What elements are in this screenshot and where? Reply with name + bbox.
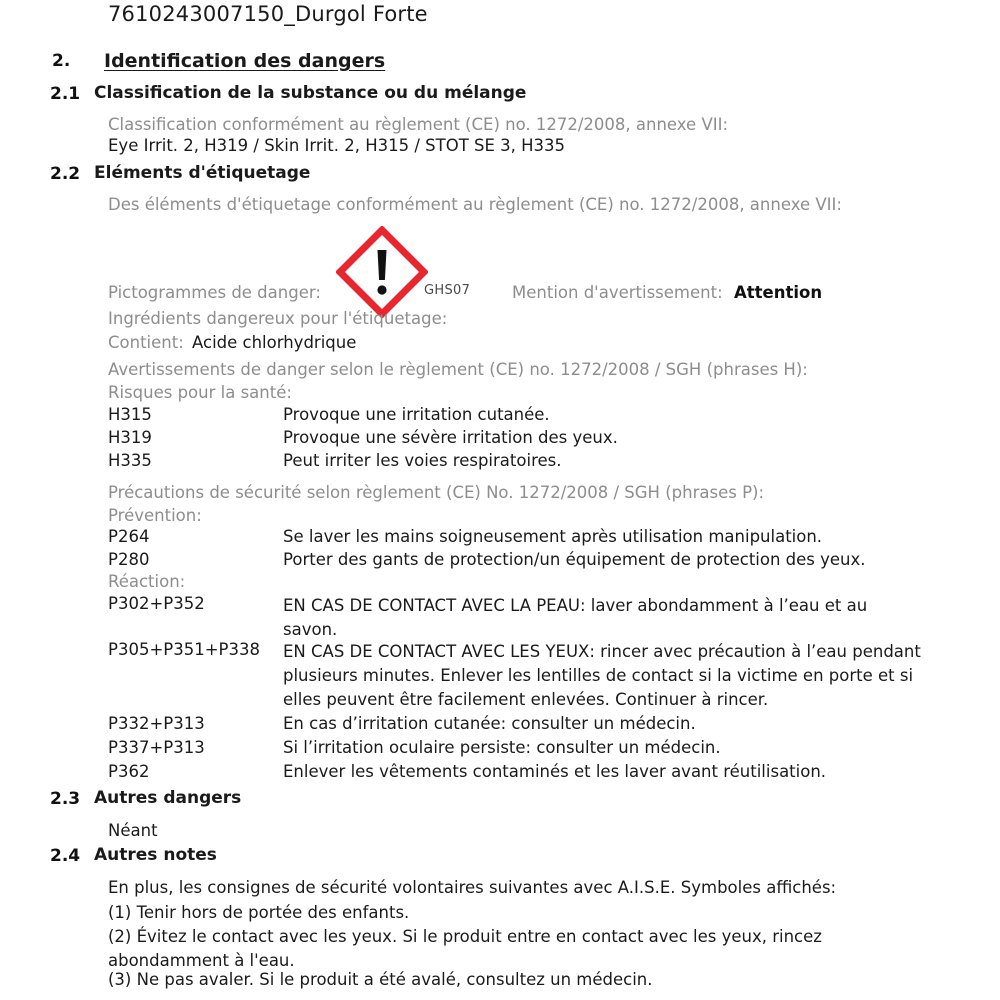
subsection-2-3-title: Autres dangers [94, 788, 242, 808]
labelling-reference: Des éléments d'étiquetage conformément au règlement (CE) no. 1272/2008, annexe VII: [108, 195, 842, 214]
document-title: 7610243007150_Durgol Forte [108, 2, 428, 26]
precautionary-header: Précautions de sécurité selon règlement (CE) No. 1272/2008 / SGH (phrases P): [108, 483, 765, 502]
ghs07-exclamation-mark-icon [336, 226, 428, 318]
other-notes-item: (1) Tenir hors de portée des enfants. [108, 903, 410, 922]
contains-value: Acide chlorhydrique [192, 333, 357, 352]
contains-label: Contient: [108, 333, 184, 352]
hazard-code: H335 [108, 451, 152, 470]
precaution-text: EN CAS DE CONTACT AVEC LES YEUX: rincer avec précaution à l’eau pendant plusieurs minutes. Enlever les lentilles de contact si la victime en porte et si elles peuvent être facilement enlevées. Continuer à rincer. [283, 642, 921, 709]
signal-word-value: Attention [734, 283, 823, 302]
other-notes-item: (3) Ne pas avaler. Si le produit a été avalé, consultez un médecin. [108, 970, 653, 989]
precaution-code: P332+P313 [108, 714, 205, 733]
subsection-2-1-title: Classification de la substance ou du mélange [94, 83, 527, 103]
signal-word-label: Mention d'avertissement: [512, 283, 723, 302]
precaution-text: Se laver les mains soigneusement après utilisation manipulation. [283, 527, 823, 546]
hazard-text: Provoque une irritation cutanée. [283, 405, 550, 424]
section-number: 2. [52, 51, 71, 71]
subsection-2-2-title: Eléments d'étiquetage [94, 163, 311, 183]
reaction-label: Réaction: [108, 572, 186, 591]
pictogram-label: Pictogrammes de danger: [108, 283, 321, 302]
precaution-code: P280 [108, 550, 150, 569]
hazard-code: H319 [108, 428, 152, 447]
subsection-2-4-title: Autres notes [94, 845, 217, 865]
precaution-text: Enlever les vêtements contaminés et les laver avant réutilisation. [283, 762, 827, 781]
hazard-text: Provoque une sévère irritation des yeux. [283, 428, 618, 447]
hazard-text: Peut irriter les voies respiratoires. [283, 451, 562, 470]
subsection-2-4-number: 2.4 [50, 846, 81, 866]
classification-value: Eye Irrit. 2, H319 / Skin Irrit. 2, H315 / STOT SE 3, H335 [108, 136, 566, 155]
precaution-text: EN CAS DE CONTACT AVEC LA PEAU: laver abondamment à l’eau et au savon. [283, 596, 868, 639]
subsection-2-3-number: 2.3 [50, 789, 81, 809]
hazardous-ingredients-label: Ingrédients dangereux pour l'étiquetage: [108, 309, 448, 328]
other-hazards-value: Néant [108, 821, 158, 840]
hazard-statements-header: Avertissements de danger selon le règlement (CE) no. 1272/2008 / SGH (phrases H): [108, 360, 808, 379]
subsection-2-2-number: 2.2 [50, 164, 81, 184]
precaution-text: Porter des gants de protection/un équipement de protection des yeux. [283, 550, 866, 569]
precaution-code: P305+P351+P338 [108, 640, 260, 659]
prevention-label: Prévention: [108, 506, 202, 525]
hazard-code: H315 [108, 405, 152, 424]
precaution-code: P337+P313 [108, 738, 205, 757]
precaution-code: P264 [108, 527, 150, 546]
classification-reference: Classification conformément au règlement (CE) no. 1272/2008, annexe VII: [108, 115, 729, 134]
subsection-2-1-number: 2.1 [50, 84, 81, 104]
precaution-text: Si l’irritation oculaire persiste: consulter un médecin. [283, 738, 721, 757]
other-notes-item: (2) Évitez le contact avec les yeux. Si le produit entre en contact avec les yeux, rincez abondamment à l'eau. [108, 927, 822, 970]
health-risks-label: Risques pour la santé: [108, 383, 292, 402]
other-notes-intro: En plus, les consignes de sécurité volontaires suivantes avec A.I.S.E. Symboles affichés: [108, 878, 837, 897]
section-title: Identification des dangers [104, 50, 386, 72]
precaution-text: En cas d’irritation cutanée: consulter un médecin. [283, 714, 696, 733]
precaution-code: P362 [108, 762, 150, 781]
ghs-code-label: GHS07 [424, 283, 471, 298]
precaution-code: P302+P352 [108, 594, 205, 613]
